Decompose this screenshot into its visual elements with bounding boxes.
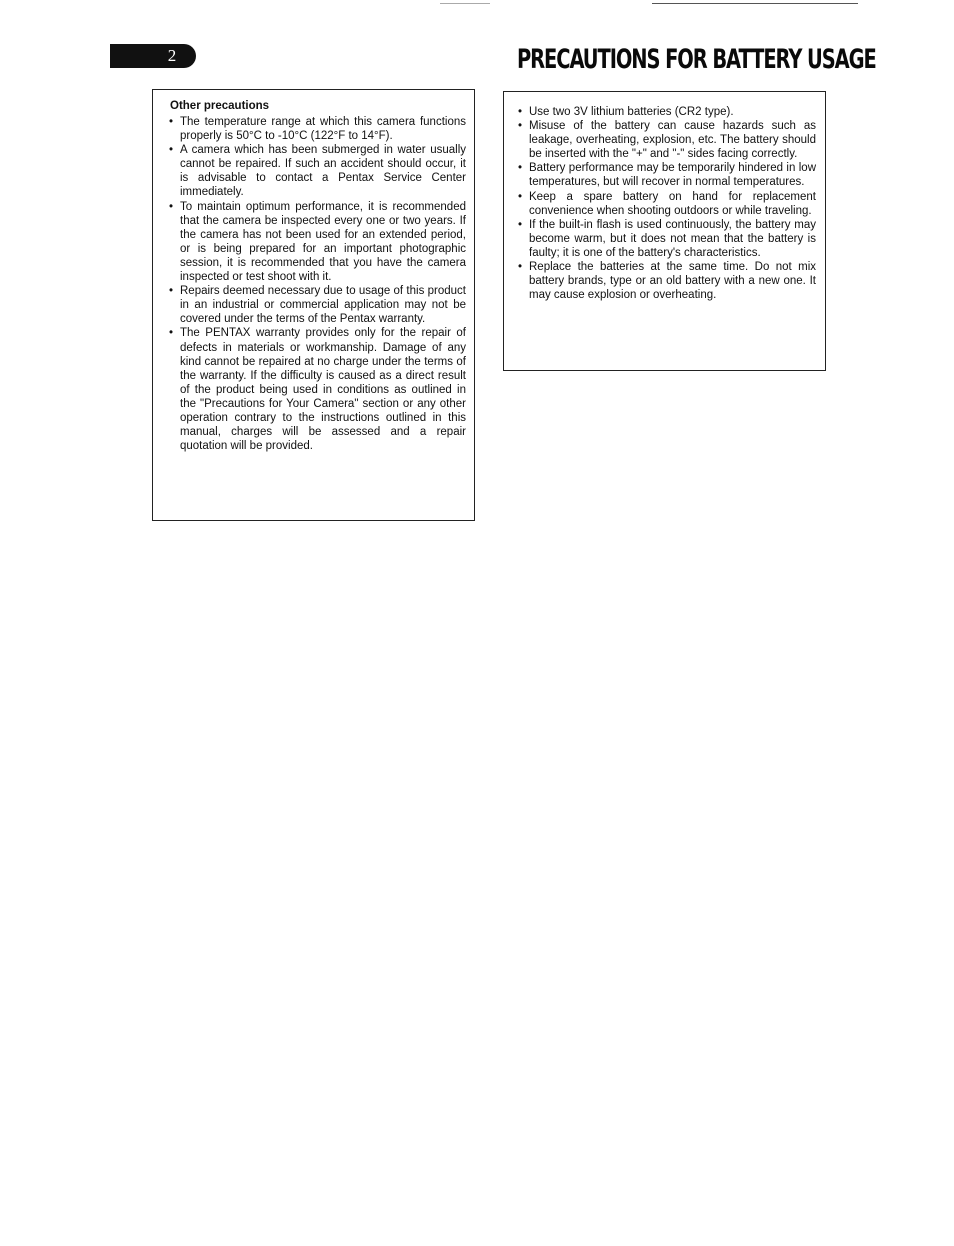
list-item xyxy=(168,284,466,326)
list-item-text: To maintain optimum performance, it is recommended that the camera be inspected every one or two years. If the camera has not been used for an extended period, or is being prepared for an important photographic session, it is recommended that you have the camera inspected or test shoot with it. xyxy=(180,200,466,284)
list-item-text: Use two 3V lithium batteries (CR2 type). xyxy=(529,106,734,118)
bullet-icon: • xyxy=(518,120,523,133)
top-edge-mark xyxy=(440,3,490,4)
list-item-text: Replace the batteries at the same time. Do not mix battery brands, type or an old battery with a new one. It may cause explosion or overheating. xyxy=(529,261,816,302)
other-precautions-box xyxy=(152,89,475,521)
other-precautions-list xyxy=(168,115,466,453)
list-item xyxy=(517,260,816,302)
list-item-text: The PENTAX warranty provides only for the repair of defects in materials or workmanship. Damage of any kind cannot be repaired at no charge under the terms of the warranty. If the difficulty is caused as a direct result of the product being used in conditions as outlined in the "Precautions for Your Camera" section or any other operation contrary to the instructions outlined in this manual, charges will be assessed and a repair quotation will be provided. xyxy=(180,327,466,453)
list-item-text: A camera which has been submerged in water usually cannot be repaired. If such an accident should occur, it is advisable to contact a Pentax Service Center immediately. xyxy=(180,144,466,199)
list-item-text: The temperature range at which this camera functions properly is 50°C to -10°C (122°F to 14°F). xyxy=(180,116,466,143)
bullet-icon: • xyxy=(169,285,174,298)
list-item xyxy=(517,119,816,161)
bullet-icon: • xyxy=(518,190,523,203)
bullet-icon: • xyxy=(169,327,174,340)
bullet-icon: • xyxy=(518,106,523,118)
list-item-text: Misuse of the battery can cause hazards such as leakage, overheating, explosion, etc. The battery should be inserted with the "+" and "-" sides facing correctly. xyxy=(529,120,816,161)
page-number: 2 xyxy=(167,46,177,65)
battery-precautions-list xyxy=(517,105,816,302)
list-item xyxy=(168,115,466,143)
bullet-icon: • xyxy=(169,200,174,213)
list-item xyxy=(517,161,816,189)
page-title: PRECAUTIONS FOR BATTERY USAGE xyxy=(517,44,876,75)
list-item xyxy=(168,143,466,199)
page-number-tab xyxy=(110,44,196,68)
list-item xyxy=(168,326,466,453)
bullet-icon: • xyxy=(518,162,523,175)
list-item xyxy=(517,190,816,218)
list-item-text: Battery performance may be temporarily hindered in low temperatures, but will recover in normal temperatures. xyxy=(529,162,816,189)
list-item-text: Keep a spare battery on hand for replacement convenience when shooting outdoors or while traveling. xyxy=(529,190,816,217)
list-item xyxy=(517,105,816,119)
list-item-text: If the built-in flash is used continuously, the battery may become warm, but it does not mean that the battery is faulty; it is one of the battery's characteristics. xyxy=(529,218,816,259)
battery-precautions-box xyxy=(503,91,826,371)
bullet-icon: • xyxy=(169,116,174,128)
list-item xyxy=(168,200,466,285)
bullet-icon: • xyxy=(518,218,523,231)
list-item-text: Repairs deemed necessary due to usage of this product in an industrial or commercial application may not be covered under the terms of the Pentax warranty. xyxy=(180,285,466,326)
bullet-icon: • xyxy=(169,144,174,157)
bullet-icon: • xyxy=(518,261,523,274)
list-item xyxy=(517,218,816,260)
top-edge-rule xyxy=(652,3,858,4)
other-precautions-heading: Other precautions xyxy=(170,100,270,112)
